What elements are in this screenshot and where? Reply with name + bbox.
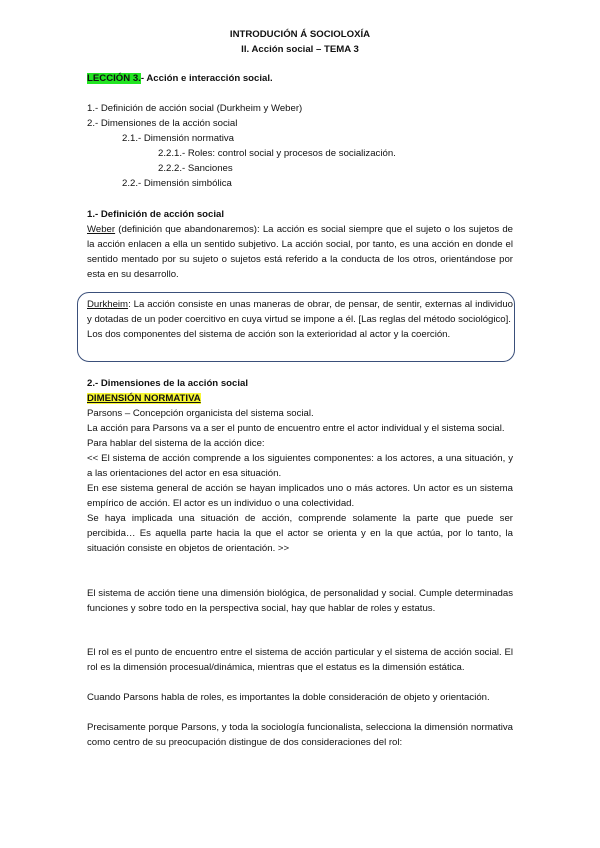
- durkheim-name: Durkheim: [87, 299, 129, 310]
- durkheim-text: : La acción consiste en unas maneras de obrar, de pensar, de sentir, externas al individuo y dotadas de un poder coercitivo en cuya virtud se impone a él. [Las reglas del método sociológico].: [87, 299, 513, 325]
- toc-item: 2.2.- Dimensión simbólica: [122, 178, 232, 189]
- section2-paragraph: La acción para Parsons va a ser el punto de encuentro entre el actor individual y el sistema social.: [87, 423, 505, 434]
- durkheim-box-content: [87, 297, 513, 342]
- table-of-contents: [87, 101, 513, 191]
- durkheim-paragraph: [87, 297, 513, 327]
- rol-paragraph: El rol es el punto de encuentro entre el sistema de acción particular y el sistema de acción social. El rol es la dimensión procesual/dinámica, mientras que el estatus es la dimensión estática.: [87, 647, 513, 673]
- document-title: INTRODUCIÓN Á SOCIOLOXÍA: [229, 29, 371, 40]
- weber-paragraph: [87, 222, 513, 282]
- toc-item: 1.- Definición de acción social (Durkheim y Weber): [87, 103, 303, 114]
- parsons-roles-paragraph: Cuando Parsons habla de roles, es importantes la doble consideración de objeto y orientación.: [87, 692, 490, 703]
- lesson-title: - Acción e interacción social.: [140, 73, 273, 84]
- section2-subheading: DIMENSIÓN NORMATIVA: [87, 393, 201, 404]
- section2-paragraph: Para hablar del sistema de la acción dice:: [87, 438, 265, 449]
- durkheim-paragraph-2: Los dos componentes del sistema de acción son la exterioridad al actor y la coerción.: [87, 329, 451, 340]
- weber-text: (definición que abandonaremos): La acción es social siempre que el sujeto o los sujetos de la acción enlacen a ella un sentido subjetivo. La acción social, por tanto, es una acción en donde el sentido mentado por su sujeto o sujetos está referido a la conducta de los otros, orientándose por esta en su desarrollo.: [87, 224, 513, 280]
- precisamente-paragraph: Precisamente porque Parsons, y toda la sociología funcionalista, selecciona la dimensión normativa como centro de su preocupación distingue de dos consideraciones del rol:: [87, 722, 513, 748]
- section2-paragraph: En ese sistema general de acción se hayan implicados uno o más actores. Un actor es un sistema empírico de acción. El actor es un individuo o una colectividad.: [87, 483, 513, 509]
- section2-subheading-wrap: [87, 391, 513, 406]
- section1-heading: 1.- Definición de acción social: [87, 209, 225, 220]
- section2-paragraph: Parsons – Concepción organicista del sistema social.: [87, 408, 314, 419]
- dimensions-paragraph: El sistema de acción tiene una dimensión biológica, de personalidad y social. Cumple determinadas funciones y sobre todo en la perspectiva social, hay que hablar de roles y estatus.: [87, 588, 513, 614]
- lesson-heading: [87, 71, 513, 86]
- toc-item: 2.2.1.- Roles: control social y procesos de socialización.: [158, 148, 396, 159]
- weber-name: Weber: [87, 224, 116, 235]
- section2-parsons-block: [87, 406, 513, 556]
- toc-item: 2.- Dimensiones de la acción social: [87, 118, 238, 129]
- section2-paragraph: Se haya implicada una situación de acción, comprende solamente la parte que puede ser percibida… Es aquella parte hacia la que el actor se orienta y en la que actúa, por lo tanto, la situación consiste en objetos de orientación. >>: [87, 513, 513, 554]
- section2-paragraph: << El sistema de acción comprende a los siguientes componentes: a los actores, a una situación, y a las orientaciones del actor en esa situación.: [87, 453, 513, 479]
- document-subtitle: II. Acción social – TEMA 3: [241, 44, 359, 55]
- toc-item: 2.2.2.- Sanciones: [158, 163, 233, 174]
- section2-heading: 2.- Dimensiones de la acción social: [87, 378, 249, 389]
- toc-item: 2.1.- Dimensión normativa: [122, 133, 234, 144]
- lesson-label: LECCIÓN 3.: [87, 73, 141, 84]
